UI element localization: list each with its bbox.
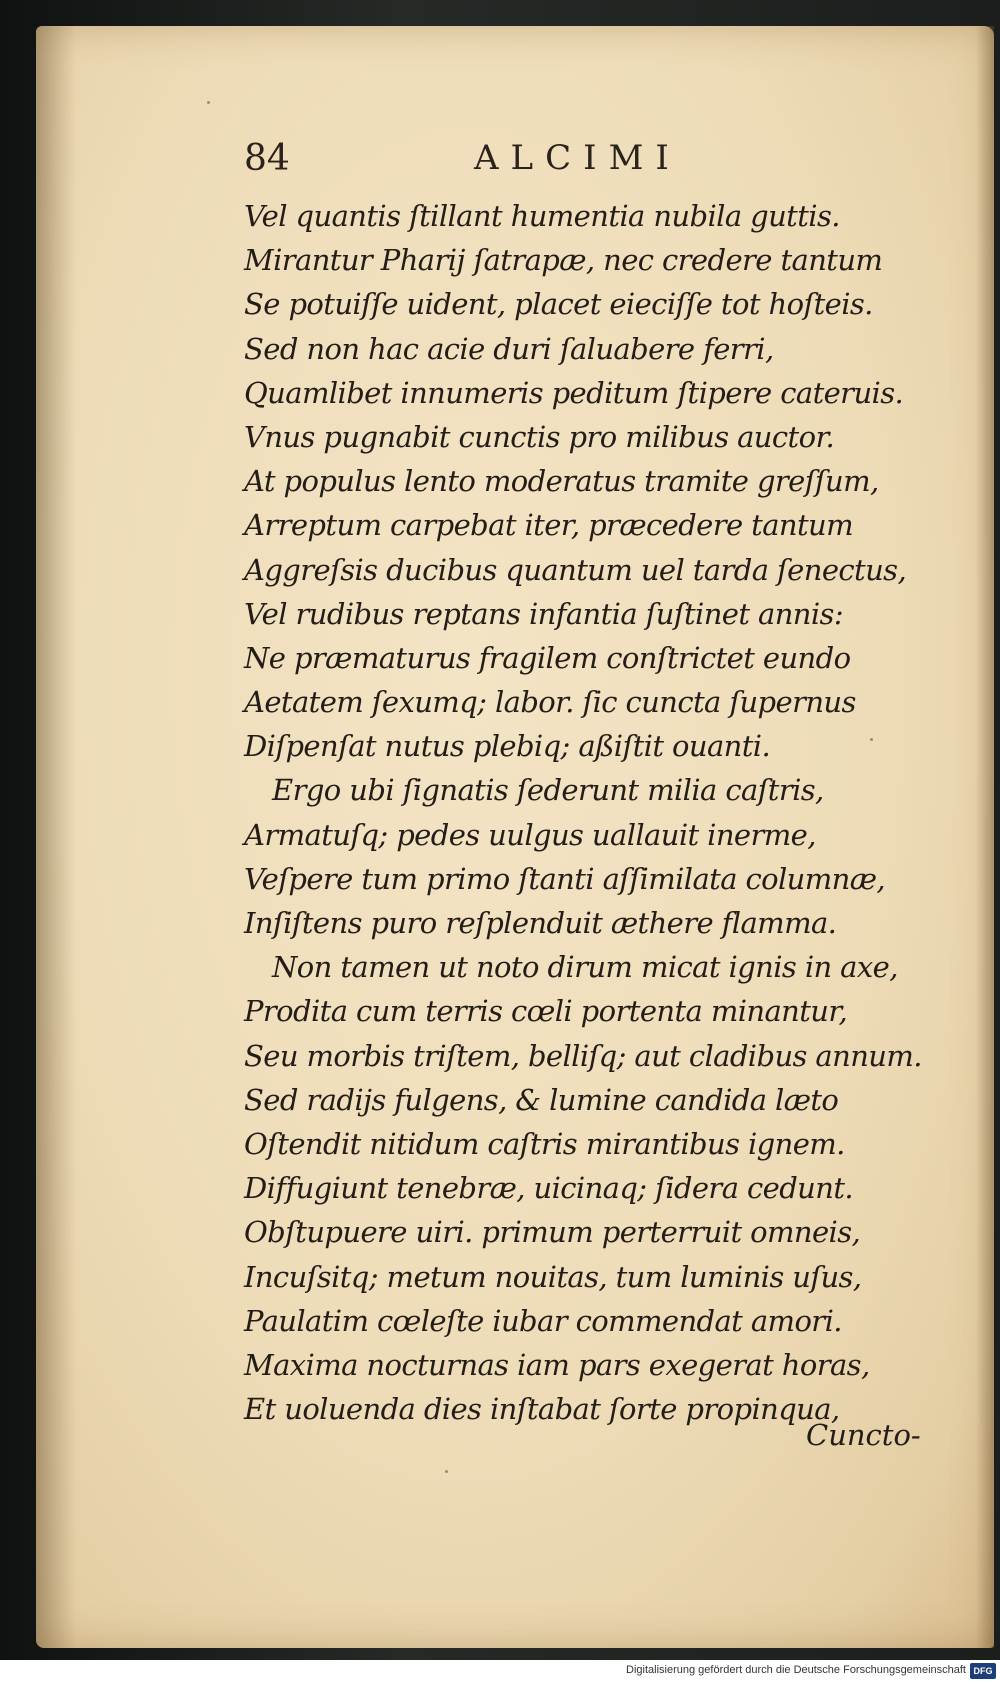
verse-line: Inſiſtens puro reſplenduit æthere flamma. — [244, 906, 837, 940]
verse-text-block — [244, 194, 944, 1431]
funding-credit: Digitalisierung gefördert durch die Deutsche Forschungsgemeinschaft — [626, 1664, 966, 1676]
verse-line: Seu morbis triſtem, belliſq; aut cladibus annum. — [244, 1038, 922, 1073]
verse-line: At populus lento moderatus tramite greſſum, — [244, 464, 879, 499]
verse-line: Se potuiſſe uident, placet eieciſſe tot hoſteis. — [244, 287, 873, 322]
catchword: Cuncto- — [806, 1418, 921, 1452]
verse-line: Quamlibet innumeris peditum ſtipere cateruis. — [244, 375, 904, 410]
verse-line: Incuſsitq; metum nouitas, tum luminis uſus, — [244, 1259, 862, 1294]
verse-line: Arreptum carpebat iter, præcedere tantum — [244, 508, 854, 543]
verse-line: Vel quantis ſtillant humentia nubila guttis. — [244, 199, 840, 233]
verse-line: Sed radijs fulgens, & lumine candida læto — [244, 1082, 839, 1117]
digitization-footer — [0, 1660, 1000, 1684]
verse-line: Diſpenſat nutus plebiq; aßiſtit ouanti. — [244, 729, 771, 764]
verse-line: Aggreſsis ducibus quantum uel tarda ſenectus, — [244, 552, 907, 587]
verse-line: Non tamen ut noto dirum micat ignis in axe, — [272, 950, 898, 985]
verse-line: Ne præmaturus fragilem conſtrictet eundo — [244, 640, 851, 675]
verse-line: Sed non hac acie duri ſaluabere ferri, — [244, 331, 774, 366]
verse-line: Vel rudibus reptans infantia ſuſtinet annis: — [244, 596, 844, 631]
verse-line: Aetatem ſexumq; labor. ſic cuncta ſupernus — [244, 685, 856, 720]
verse-line: Obſtupuere uiri. primum perterruit omneis, — [244, 1215, 861, 1250]
verse-line: Mirantur Pharij ſatrapæ, nec credere tantum — [244, 243, 883, 278]
paper-speck — [445, 1470, 448, 1473]
verse-line: Prodita cum terris cœli portenta minantur, — [244, 994, 848, 1029]
verse-line: Diffugiunt tenebræ, uicinaq; ſidera cedunt. — [244, 1171, 854, 1206]
verse-line: Et uoluenda dies inſtabat ſorte propinqua, — [244, 1392, 840, 1427]
page-header — [244, 138, 684, 188]
verse-line: Armatuſq; pedes uulgus uallauit inerme, — [244, 817, 816, 852]
verse-line: Vnus pugnabit cunctis pro milibus auctor. — [244, 419, 835, 454]
verse-line: Oſtendit nitidum caſtris mirantibus ignem. — [244, 1126, 845, 1161]
verse-line: Ergo ubi ſignatis ſederunt milia caſtris, — [272, 773, 824, 808]
running-head: ALCIMI — [474, 138, 681, 178]
page-edge-shadow — [976, 26, 994, 1648]
verse-line: Maxima nocturnas iam pars exegerat horas, — [244, 1347, 870, 1382]
page-number: 84 — [244, 138, 290, 179]
page-gutter-shadow — [36, 26, 76, 1648]
paper-speck — [207, 101, 210, 104]
dfg-logo-icon: DFG — [970, 1663, 996, 1679]
verse-line: Veſpere tum primo ſtanti aſſimilata columnæ, — [244, 861, 886, 896]
verse-line: Paulatim cœleſte iubar commendat amori. — [244, 1303, 842, 1338]
